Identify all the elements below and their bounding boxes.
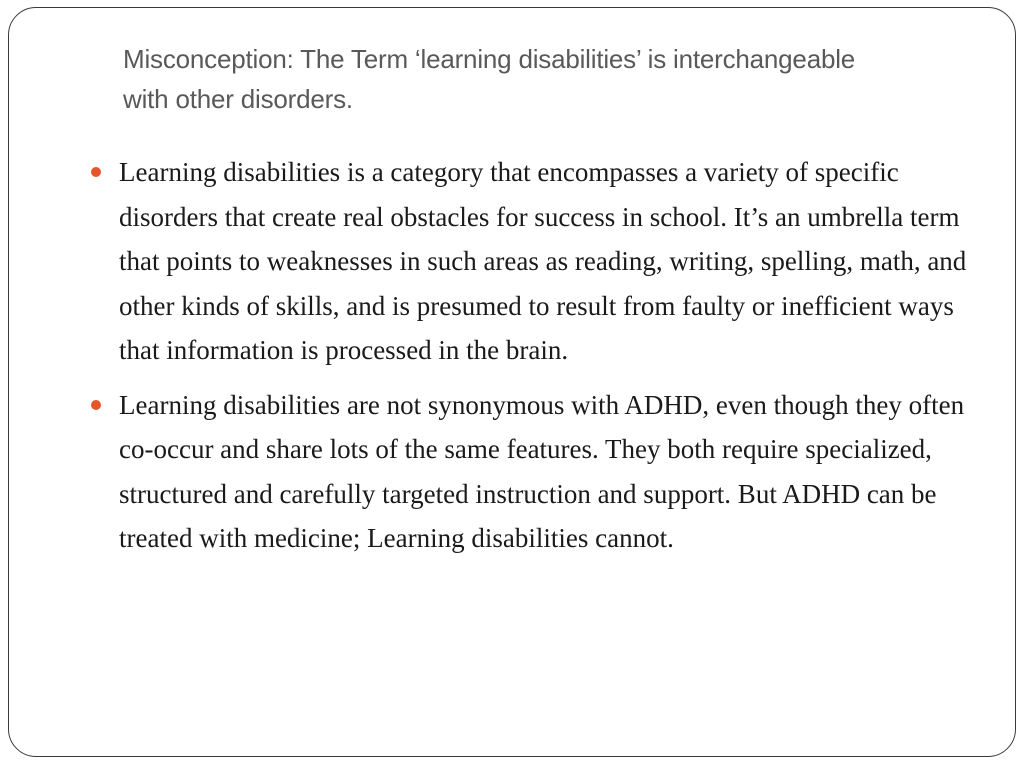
slide-frame <box>8 7 1016 757</box>
bullet-text: Learning disabilities is a category that encompasses a variety of specific disorders that create real obstacles for success in school. It’s an umbrella term that points to weaknesses in such areas as reading, writing, spelling, math, and other kinds of skills, and is presumed to result from faulty or inefficient ways that information is processed in the brain. <box>119 157 967 365</box>
bullet-text: Learning disabilities are not synonymous with ADHD, even though they often co-occur and share lots of the same features. They both require specialized, structured and carefully targeted instruction and support. But ADHD can be treated with medicine; Learning disabilities cannot. <box>119 389 965 553</box>
slide-title: Misconception: The Term ‘learning disabilities’ is interchangeable with other disorders. <box>123 44 856 114</box>
bullet-dot-icon <box>91 400 101 410</box>
bullet-dot-icon <box>91 167 101 177</box>
bullet-item <box>89 150 979 373</box>
bullet-list <box>89 150 979 571</box>
bullet-item <box>89 383 979 561</box>
